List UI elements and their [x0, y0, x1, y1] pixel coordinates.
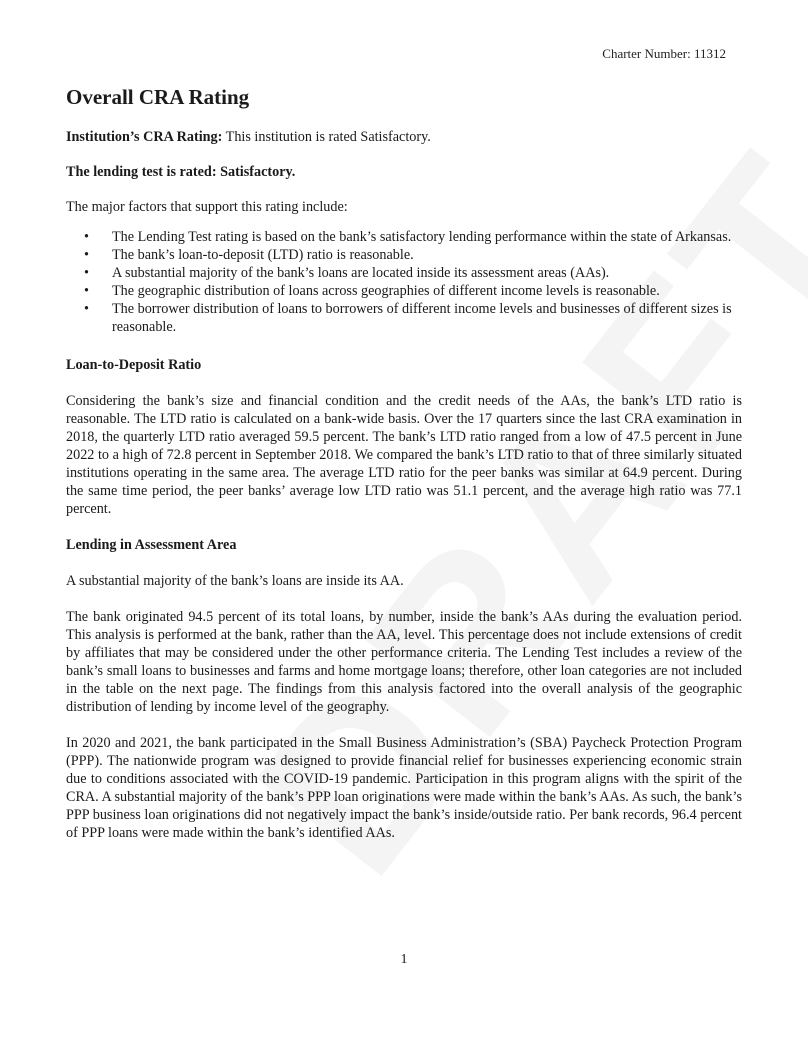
factors-intro: The major factors that support this rating include:	[66, 199, 348, 215]
charter-number: Charter Number: 11312	[602, 46, 726, 61]
list-item: • The bank’s loan-to-deposit (LTD) ratio is reasonable.	[84, 247, 414, 263]
lending-test-rating: The lending test is rated: Satisfactory.	[66, 164, 296, 180]
list-item: • The borrower distribution of loans to borrowers of different income levels and businesses of different sizes is reasonable.	[84, 301, 732, 335]
bullet-icon: •	[84, 229, 89, 245]
bullet-icon: •	[84, 301, 89, 317]
page-title: Overall CRA Rating	[66, 85, 250, 109]
list-item: • The geographic distribution of loans across geographies of different income levels is reasonable.	[84, 283, 660, 299]
page-content	[66, 84, 742, 860]
list-item: • The Lending Test rating is based on the bank’s satisfactory lending performance within the state of Arkansas.	[84, 229, 732, 245]
institution-rating-label: Institution’s CRA Rating:	[66, 129, 223, 145]
ltd-paragraph: Considering the bank’s size and financial condition and the credit needs of the AAs, the bank’s LTD ratio is reasonable. The LTD ratio is calculated on a bank-wide basis. Over the 17 quarters since the last CRA examination in 2018, the quarterly LTD ratio averaged 59.5 percent. The bank’s LTD ratio ranged from a low of 47.5 percent in June 2022 to a high of 72.8 percent in September 2018. We compared the bank’s LTD ratio to that of three similarly situated institutions operating in the same area. The average LTD ratio for the peer banks was similar at 64.9 percent. During the same time period, the peer banks’ average low LTD ratio was 51.1 percent, and the average high ratio was 77.1 percent.	[66, 393, 742, 517]
assessment-paragraph-1: The bank originated 94.5 percent of its total loans, by number, inside the bank’s AAs during the evaluation period. This analysis is performed at the bank, rather than the AA, level. This percentage does not include extensions of credit by affiliates that may be considered under the other performance criteria. The Lending Test includes a review of the bank’s small loans to businesses and farms and home mortgage loans; therefore, other loan categories are not included in the table on the next page. The findings from this analysis factored into the overall analysis of the geographic distribution of lending by income level of the geography.	[66, 609, 742, 715]
bullet-icon: •	[84, 265, 89, 281]
page-number: 1	[400, 952, 408, 967]
institution-rating-text: This institution is rated Satisfactory.	[222, 129, 431, 145]
bullet-icon: •	[84, 247, 89, 263]
assessment-summary: A substantial majority of the bank’s loans are inside its AA.	[66, 573, 404, 589]
assessment-heading: Lending in Assessment Area	[66, 537, 237, 553]
assessment-paragraph-2: In 2020 and 2021, the bank participated in the Small Business Administration’s (SBA) Paycheck Protection Program (PPP). The nationwide program was designed to provide financial relief for businesses experiencing economic strain due to conditions associated with the COVID-19 pandemic. Participation in this program aligns with the spirit of the CRA. A substantial majority of the bank’s PPP loan originations were made within the bank’s AAs. As such, the bank’s PPP business loan originations did not negatively impact the bank’s inside/outside ratio. Per bank records, 96.4 percent of PPP loans were made within the bank’s identified AAs.	[66, 735, 742, 841]
bullet-icon: •	[84, 283, 89, 299]
factors-list	[66, 228, 742, 336]
ltd-heading: Loan-to-Deposit Ratio	[66, 357, 202, 373]
institution-rating	[66, 128, 742, 146]
list-item: • A substantial majority of the bank’s loans are located inside its assessment areas (AAs).	[84, 265, 610, 281]
